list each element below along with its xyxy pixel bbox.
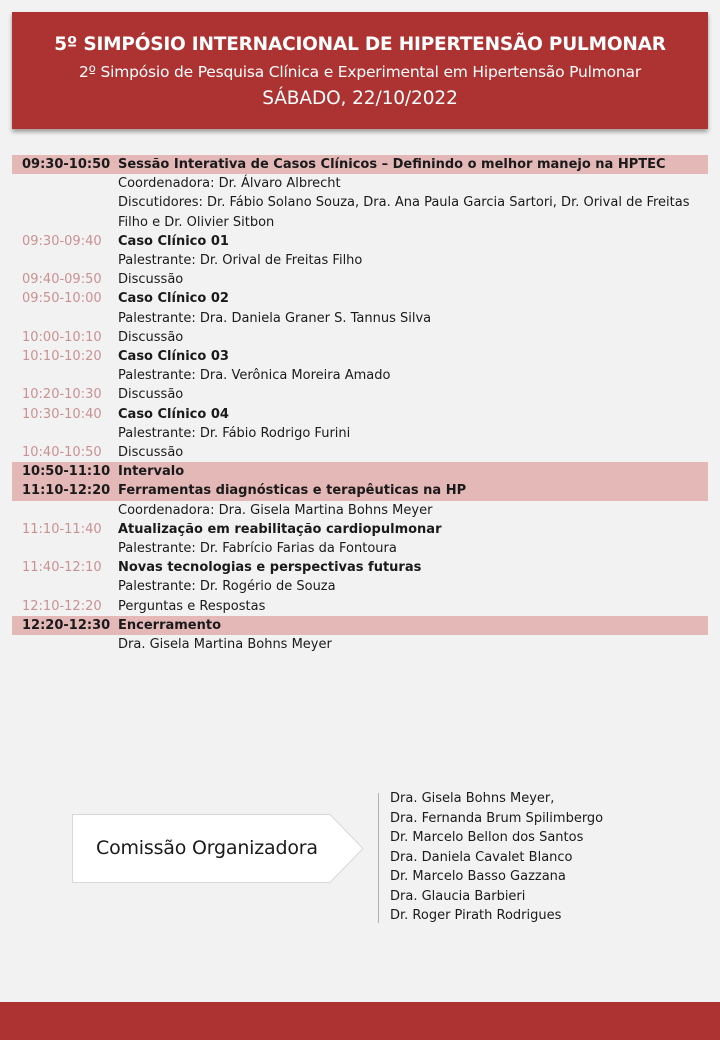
committee-members — [390, 789, 603, 926]
talk-title: Caso Clínico 04 — [118, 406, 229, 422]
schedule-table — [12, 155, 708, 654]
session-detail: Discutidores: Dr. Fábio Solano Souza, Dra. Ana Paula Garcia Sartori, Dr. Orival de Freitas Filho e Dr. Olivier Sitbon — [118, 195, 690, 230]
session-title: Ferramentas diagnósticas e terapêuticas na HP — [118, 483, 467, 499]
sub-time: 10:10-10:20 — [22, 349, 102, 365]
schedule-row — [12, 174, 708, 193]
session-time: 09:30-10:50 — [22, 157, 111, 172]
event-title: 5º SIMPÓSIO INTERNACIONAL DE HIPERTENSÃO PULMONAR — [54, 34, 666, 55]
talk-title: Discussão — [118, 329, 184, 345]
schedule-row — [12, 424, 708, 443]
schedule-row — [12, 501, 708, 520]
session-time: 12:20-12:30 — [22, 617, 111, 633]
talk-title: Discussão — [118, 445, 184, 461]
footer-bar — [0, 1002, 720, 1040]
speaker: Palestrante: Dr. Fabrício Farias da Fontoura — [118, 541, 397, 557]
committee-member: Dr. Marcelo Bellon dos Santos — [390, 830, 584, 845]
committee-member: Dra. Daniela Cavalet Blanco — [390, 849, 573, 865]
sub-time: 10:30-10:40 — [22, 406, 102, 422]
schedule-row — [12, 289, 708, 308]
schedule-row — [12, 328, 708, 347]
schedule-row — [12, 309, 708, 328]
schedule-row — [12, 462, 708, 481]
schedule-row — [12, 270, 708, 289]
committee-member: Dra. Glaucia Barbieri — [390, 888, 526, 904]
talk-title: Discussão — [118, 387, 184, 403]
schedule-row — [12, 481, 708, 500]
sub-time: 12:10-12:20 — [22, 598, 102, 614]
talk-title: Caso Clínico 03 — [118, 349, 229, 365]
talk-title: Discussão — [118, 272, 184, 288]
talk-title: Perguntas e Respostas — [118, 598, 266, 614]
speaker: Palestrante: Dra. Daniela Graner S. Tannus Silva — [118, 310, 432, 326]
event-date: SÁBADO, 22/10/2022 — [262, 88, 458, 109]
committee-member: Dra. Fernanda Brum Spilimbergo — [390, 810, 604, 826]
sub-time: 10:20-10:30 — [22, 387, 102, 403]
session-title: Encerramento — [118, 617, 222, 633]
session-title: Intervalo — [118, 464, 185, 480]
schedule-row — [12, 385, 708, 404]
schedule-row — [12, 232, 708, 251]
speaker: Palestrante: Dr. Orival de Freitas Filho — [118, 253, 363, 269]
committee-label: Comissão Organizadora — [96, 837, 318, 859]
committee-label-box — [72, 814, 364, 883]
talk-title: Caso Clínico 02 — [118, 291, 229, 307]
session-detail: Coordenadora: Dr. Álvaro Albrecht — [118, 176, 341, 192]
talk-title: Caso Clínico 01 — [118, 233, 229, 249]
sub-time: 09:40-09:50 — [22, 272, 102, 288]
speaker: Palestrante: Dra. Verônica Moreira Amado — [118, 368, 391, 384]
talk-title: Novas tecnologias e perspectivas futuras — [118, 560, 422, 576]
divider — [378, 793, 379, 923]
schedule-row — [12, 155, 708, 174]
schedule-row — [12, 539, 708, 558]
speaker: Dra. Gisela Martina Bohns Meyer — [118, 637, 332, 653]
schedule-row — [12, 577, 708, 596]
speaker: Palestrante: Dr. Fábio Rodrigo Furini — [118, 425, 351, 441]
schedule-row — [12, 443, 708, 462]
schedule-row — [12, 347, 708, 366]
sub-time: 11:40-12:10 — [22, 560, 102, 576]
schedule-row — [12, 251, 708, 270]
schedule-row — [12, 405, 708, 424]
event-subtitle: 2º Simpósio de Pesquisa Clínica e Experimental em Hipertensão Pulmonar — [78, 63, 642, 81]
committee-member: Dr. Marcelo Basso Gazzana — [390, 869, 566, 884]
sub-time: 09:50-10:00 — [22, 291, 102, 307]
session-time: 10:50-11:10 — [22, 464, 111, 480]
session-time: 11:10-12:20 — [22, 483, 111, 499]
schedule-row — [12, 635, 708, 654]
header-banner — [12, 12, 708, 129]
committee-member: Dra. Gisela Bohns Meyer, — [390, 791, 555, 806]
schedule-row — [12, 597, 708, 616]
session-detail: Coordenadora: Dra. Gisela Martina Bohns Meyer — [118, 502, 433, 518]
schedule-row — [12, 616, 708, 635]
speaker: Palestrante: Dr. Rogério de Souza — [118, 579, 336, 595]
schedule-row — [12, 193, 708, 231]
schedule-row — [12, 366, 708, 385]
sub-time: 11:10-11:40 — [22, 521, 102, 537]
committee-member: Dr. Roger Pirath Rodrigues — [390, 908, 562, 923]
session-title: Sessão Interativa de Casos Clínicos – Definindo o melhor manejo na HPTEC — [118, 157, 666, 172]
sub-time: 10:40-10:50 — [22, 445, 102, 461]
sub-time: 09:30-09:40 — [22, 233, 102, 249]
sub-time: 10:00-10:10 — [22, 329, 102, 345]
schedule-row — [12, 558, 708, 577]
talk-title: Atualização em reabilitação cardiopulmonar — [118, 521, 442, 537]
schedule-row — [12, 520, 708, 539]
